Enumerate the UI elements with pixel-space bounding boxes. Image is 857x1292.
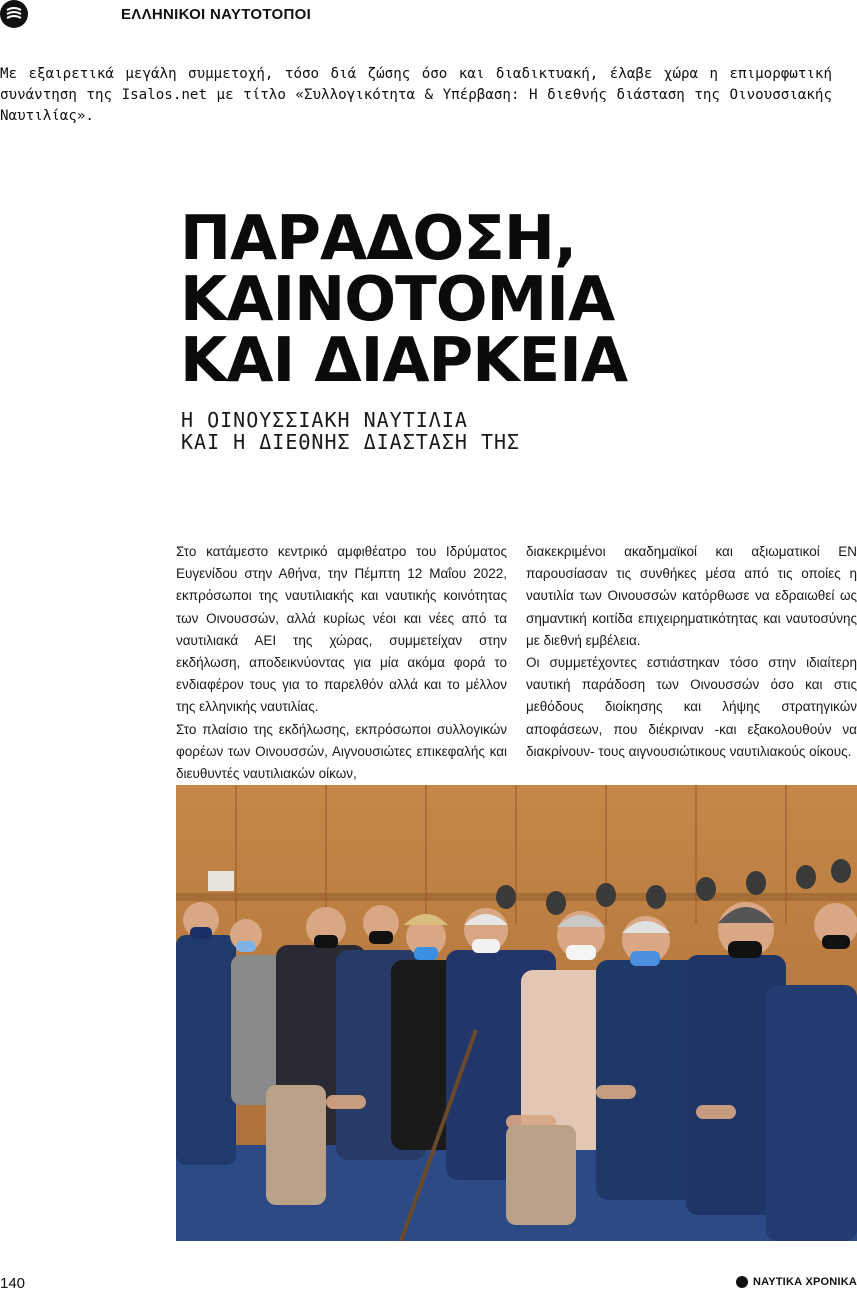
audience-photo: [176, 785, 857, 1241]
article-subtitle: [181, 409, 520, 453]
title-line-3: ΚΑΙ ΔΙΑΡΚΕΙΑ: [180, 325, 628, 396]
footer-brand-text: ΝΑΥΤΙΚΑ ΧΡΟΝΙΚΑ: [752, 1276, 857, 1288]
body-column-left: [176, 541, 507, 785]
article-title: [180, 203, 628, 396]
body-column-right: [526, 541, 857, 763]
footer-brand: [736, 1276, 857, 1288]
wave-logo-icon: [0, 0, 28, 28]
body-paragraph: διακεκριμένοι ακαδημαϊκοί και αξιωματικοί ΕΝ παρουσίασαν τις συνθήκες μέσα από τις οποίες η ναυτιλία των Οινουσσών κατόρθωσε να εδραιωθεί ως σημαντική κοιτίδα επιχειρηματικότητας και ναυτοσύνης με διεθνή εμβέλεια.: [526, 544, 857, 648]
body-paragraph: Στο πλαίσιο της εκδήλωσης, εκπρόσωποι συλλογικών φορέων των Οινουσσών, Αιγνουσιώτες επικεφαλής και διευθυντές ναυτιλιακών οίκων,: [176, 721, 507, 782]
intro-paragraph: Με εξαιρετικά μεγάλη συμμετοχή, τόσο διά ζώσης όσο και διαδικτυακή, έλαβε χώρα η επιμορφωτική συνάντηση της Isalos.net με τίτλο «Συλλογικότητα & Υπέρβαση: Η διεθνής διάσταση της Οινουσσιακής Ναυτιλίας».: [0, 66, 832, 124]
page-number: 140: [0, 1275, 26, 1292]
body-paragraph: Στο κατάμεστο κεντρικό αμφιθέατρο του Ιδρύματος Ευγενίδου στην Αθήνα, την Πέμπτη 12 Μαΐου 2022, εκπρόσωποι της ναυτιλιακής και ναυτικής κοινότητας των Οινουσσών, αλλά κυρίως νέοι και νέες από τα ναυτιλιακά ΑΕΙ της χώρας, συμμετείχαν στην εκδήλωση, αποδεικνύοντας για μία ακόμα φορά το ενδιαφέρον τους για το παρελθόν αλλά και το μέλλον της ελληνικής ναυτιλίας.: [176, 544, 507, 715]
title-line-2: ΚΑΙΝΟΤΟΜΙΑ: [180, 264, 615, 335]
subtitle-line-2: ΚΑΙ Η ΔΙΕΘΝΗΣ ΔΙΑΣΤΑΣΗ ΤΗΣ: [181, 430, 521, 454]
brand-logo-icon: [736, 1276, 748, 1288]
section-label: ΕΛΛΗΝΙΚΟΙ ΝΑΥΤΟΤΟΠΟΙ: [121, 6, 312, 23]
title-line-1: ΠΑΡΑΔΟΣΗ,: [180, 203, 577, 274]
body-paragraph: Οι συμμετέχοντες εστιάστηκαν τόσο στην ιδιαίτερη ναυτική παράδοση των Οινουσσών όσο και στις μεθόδους διοίκησης και λήψης στρατηγικών αποφάσεων, που διέκριναν -και εξακολουθούν να διακρίνουν- τους αιγνουσιώτικους ναυτιλιακούς οίκους.: [526, 655, 857, 759]
subtitle-line-1: Η ΟΙΝΟΥΣΣΙΑΚΗ ΝΑΥΤΙΛΙΑ: [181, 408, 468, 432]
